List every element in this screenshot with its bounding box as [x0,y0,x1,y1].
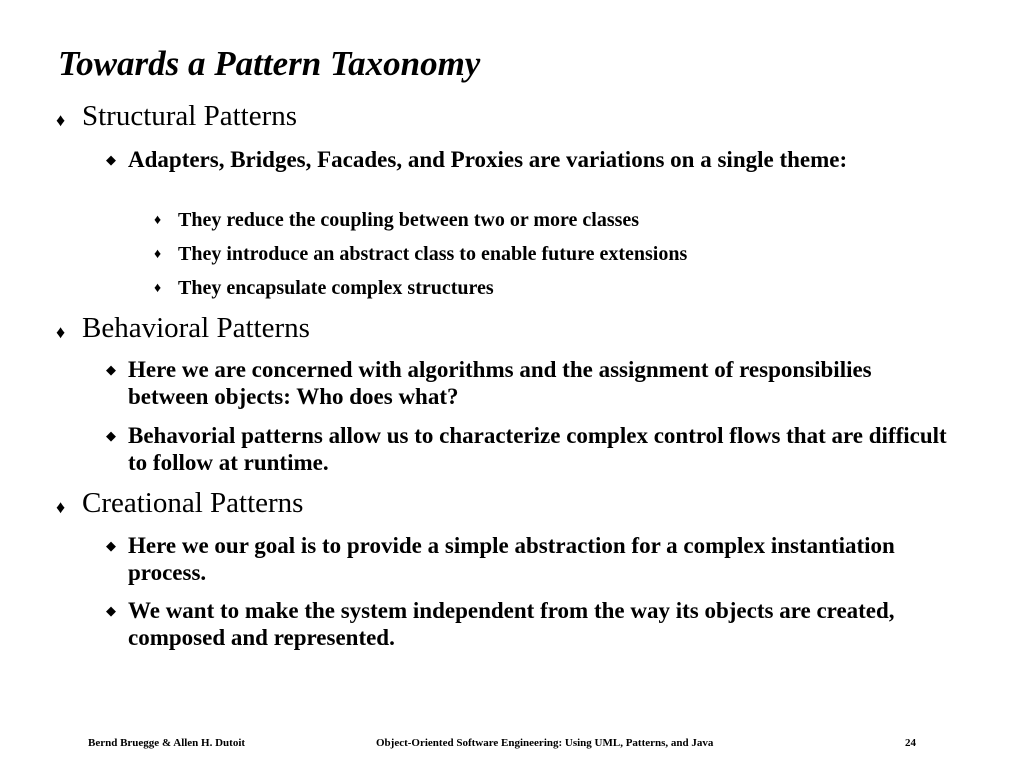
bullet-item [106,532,948,586]
sub-bullet-text: They encapsulate complex structures [178,277,494,299]
sub-bullet-text: They introduce an abstract class to enable future extensions [178,243,688,265]
diamond-bullet-icon: ♦ [154,281,162,296]
footer-page-number: 24 [905,737,916,749]
sub-bullet-item [154,242,687,266]
diamond-bullet-icon: ◆ [106,603,116,618]
section-heading-label: Creational Patterns [82,487,304,519]
diamond-bullet-icon: ♦ [56,322,66,342]
sub-bullet-text: They reduce the coupling between two or more classes [178,209,640,231]
diamond-bullet-icon: ◆ [106,538,116,553]
section-heading-label: Behavioral Patterns [82,312,310,344]
diamond-bullet-icon: ♦ [154,247,162,262]
bullet-text: Here we our goal is to provide a simple abstraction for a complex instantiation process. [128,533,895,585]
diamond-bullet-icon: ◆ [106,428,116,443]
diamond-bullet-icon: ◆ [106,362,116,377]
sub-bullet-item [154,208,639,232]
bullet-text: We want to make the system independent from the way its objects are created, composed and represented. [128,598,895,650]
footer-book-title: Object-Oriented Software Engineering: Using UML, Patterns, and Java [376,737,714,749]
section-heading-creational [56,487,303,519]
diamond-bullet-icon: ◆ [106,152,116,167]
footer-authors: Bernd Bruegge & Allen H. Dutoit [88,737,246,749]
section-heading-structural [56,100,297,132]
sub-bullet-item [154,276,494,300]
bullet-item [106,597,948,651]
bullet-text: Behavorial patterns allow us to characterize complex control flows that are difficult to follow at runtime. [128,423,947,475]
section-heading-behavioral [56,312,310,344]
bullet-text: Adapters, Bridges, Facades, and Proxies are variations on a single theme: [128,147,848,172]
slide-title: Towards a Pattern Taxonomy [58,44,481,83]
diamond-bullet-icon: ♦ [56,497,66,517]
bullet-item [106,146,948,173]
bullet-text: Here we are concerned with algorithms and the assignment of responsibilies between objects: Who does what? [128,357,872,409]
diamond-bullet-icon: ♦ [56,110,66,130]
diamond-bullet-icon: ♦ [154,213,162,228]
bullet-item [106,422,948,476]
bullet-item [106,356,948,410]
section-heading-label: Structural Patterns [82,100,298,132]
